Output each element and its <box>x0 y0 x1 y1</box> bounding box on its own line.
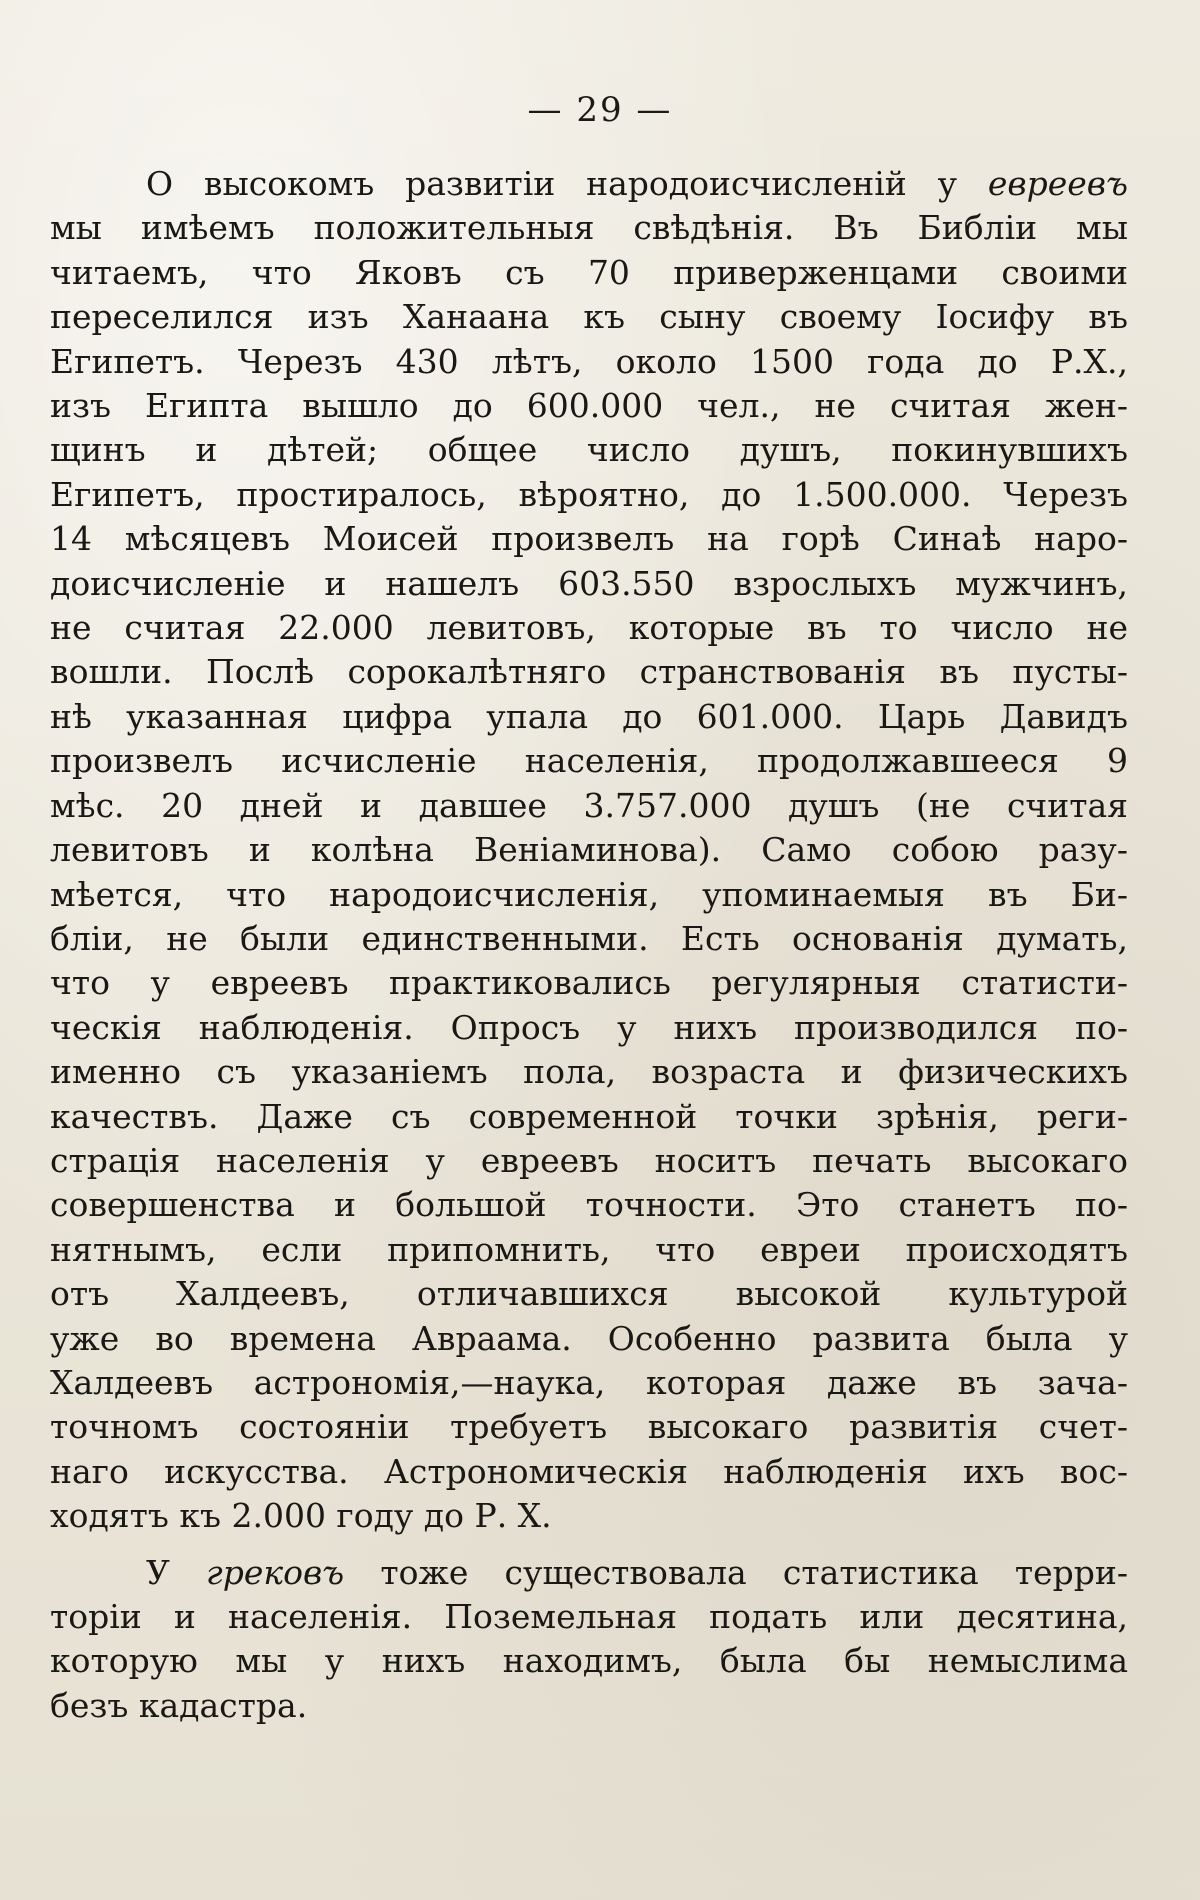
page-number: — 29 — <box>527 90 673 130</box>
text-line <box>50 162 1128 206</box>
text-segment: именно съ указаніемъ пола, возраста и физическихъ <box>50 1052 1128 1092</box>
text-segment: качествъ. Даже съ современной точки зрѣнія, реги- <box>50 1096 1128 1136</box>
text-segment: Египетъ. Черезъ 430 лѣтъ, около 1500 года до Р.Х., <box>50 341 1128 381</box>
text-line <box>50 562 1128 606</box>
text-segment: Египетъ, простиралось, вѣроятно, до 1.500.000. Черезъ <box>50 474 1128 514</box>
text-segment: тоже существовала статистика терри- <box>344 1552 1128 1592</box>
paragraph <box>50 1551 1128 1729</box>
text-line <box>50 1050 1128 1094</box>
text-segment: ходятъ къ 2.000 году до Р. Х. <box>50 1496 552 1536</box>
text-segment: торіи и населенія. Поземельная подать или десятина, <box>50 1597 1128 1636</box>
text-line <box>50 251 1128 295</box>
text-line <box>50 1139 1128 1183</box>
text-segment: мѣс. 20 дней и давшее 3.757.000 душъ (не считая <box>50 785 1128 825</box>
text-line <box>50 1450 1128 1494</box>
text-segment: не считая 22.000 левитовъ, которые въ то число не <box>50 608 1128 648</box>
text-segment: точномъ состояніи требуетъ высокаго развитія счет- <box>50 1407 1128 1447</box>
text-segment: уже во времена Авраама. Особенно развита была у <box>50 1318 1128 1358</box>
text-segment: что у евреевъ практиковались регулярныя статисти- <box>50 963 1128 1003</box>
text-line <box>50 1405 1128 1449</box>
paragraph <box>50 162 1128 1539</box>
text-segment: наго искусства. Астрономическія наблюденія ихъ вос- <box>50 1451 1128 1491</box>
text-segment: отъ Халдеевъ, отличавшихся высокой культурой <box>50 1274 1128 1314</box>
text-line <box>50 1684 1128 1728</box>
text-line <box>50 1639 1128 1683</box>
text-segment: Халдеевъ астрономія,—наука, которая даже въ зача- <box>50 1362 1128 1402</box>
text-segment: 14 мѣсяцевъ Моисей произвелъ на горѣ Синаѣ наро- <box>50 519 1128 559</box>
text-line <box>50 428 1128 472</box>
text-line <box>50 340 1128 384</box>
text-line <box>50 828 1128 872</box>
text-line <box>50 1494 1128 1538</box>
text-segment: вошли. Послѣ сорокалѣтняго странствованія въ пусты- <box>50 652 1128 692</box>
text-line <box>50 606 1128 650</box>
text-line <box>50 1551 1128 1595</box>
text-line <box>50 1006 1128 1050</box>
text-segment: безъ кадастра. <box>50 1685 308 1725</box>
text-line <box>50 1317 1128 1361</box>
text-line <box>50 784 1128 828</box>
text-line <box>50 1361 1128 1405</box>
text-line <box>50 739 1128 783</box>
text-segment: мѣется, что народоисчисленія, упоминаемыя въ Би- <box>50 874 1128 914</box>
text-line <box>50 206 1128 250</box>
text-line <box>50 1272 1128 1316</box>
text-segment: которую мы у нихъ находимъ, была бы немыслима <box>50 1641 1128 1681</box>
text-segment: О высокомъ развитіи народоисчисленій у <box>146 164 988 203</box>
body-text <box>50 162 1128 1728</box>
text-segment: щинъ и дѣтей; общее число душъ, покинувшихъ <box>50 430 1128 470</box>
text-line <box>50 1595 1128 1639</box>
text-segment: совершенства и большой точности. Это станетъ по- <box>50 1185 1128 1225</box>
text-segment: читаемъ, что Яковъ съ 70 приверженцами своими <box>50 252 1128 292</box>
text-segment: ческія наблюденія. Опросъ у нихъ производился по- <box>50 1007 1128 1047</box>
text-line <box>50 295 1128 339</box>
text-segment: изъ Египта вышло до 600.000 чел., не считая жен- <box>50 386 1128 426</box>
text-line <box>50 961 1128 1005</box>
italic-term: евреевъ <box>987 164 1128 203</box>
text-line <box>50 384 1128 428</box>
text-segment: нѣ указанная цифра упала до 601.000. Царь Давидъ <box>50 696 1128 736</box>
text-line <box>50 517 1128 561</box>
text-segment: мы имѣемъ положительныя свѣдѣнія. Въ Библіи мы <box>50 208 1128 248</box>
text-line <box>50 473 1128 517</box>
text-segment: бліи, не были единственными. Есть основанія думать, <box>50 918 1128 958</box>
text-line <box>50 1183 1128 1227</box>
text-segment: переселился изъ Ханаана къ сыну своему Іосифу въ <box>50 297 1128 337</box>
text-line <box>50 873 1128 917</box>
text-line <box>50 650 1128 694</box>
text-segment: доисчисленіе и нашелъ 603.550 взрослыхъ мужчинъ, <box>50 563 1128 603</box>
text-segment: нятнымъ, если припомнить, что евреи происходятъ <box>50 1229 1128 1269</box>
italic-term: грековъ <box>206 1552 345 1592</box>
text-line <box>50 917 1128 961</box>
text-line <box>50 1095 1128 1139</box>
text-segment: произвелъ исчисленіе населенія, продолжавшееся 9 <box>50 741 1128 781</box>
text-segment: У <box>146 1552 207 1592</box>
text-segment: левитовъ и колѣна Веніаминова). Само собою разу- <box>50 830 1128 870</box>
text-segment: страція населенія у евреевъ носитъ печать высокаго <box>50 1140 1128 1180</box>
text-line <box>50 695 1128 739</box>
text-line <box>50 1228 1128 1272</box>
